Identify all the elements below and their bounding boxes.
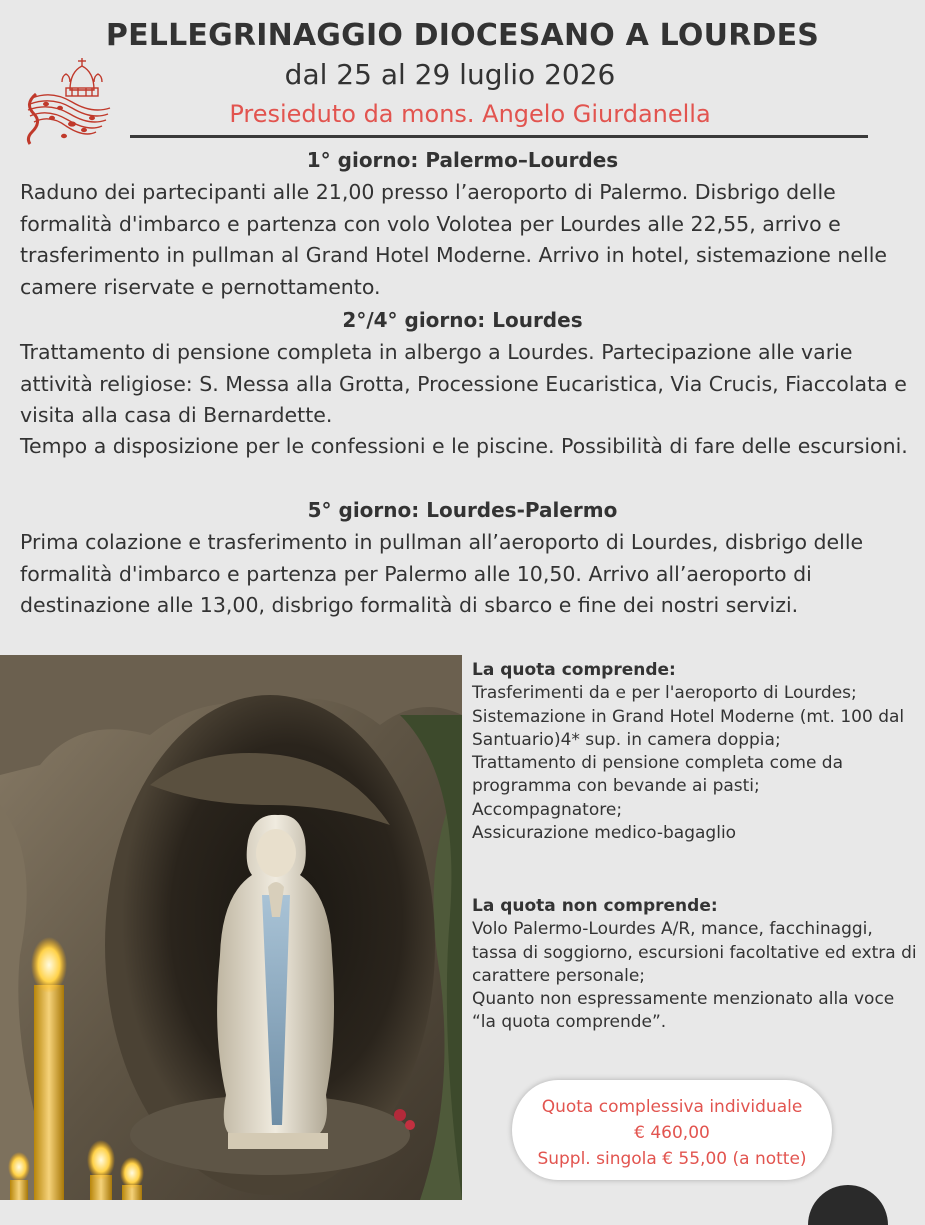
includes-item: Sistemazione in Grand Hotel Moderne (mt. 100 dal Santuario)4* sup. in camera doppia; [472, 706, 905, 750]
includes-item: Trasferimenti da e per l'aeroporto di Lourdes; [472, 683, 857, 704]
day-2-4-title: 2°/4° giorno: Lourdes [342, 308, 583, 332]
excludes-item: Volo Palermo-Lourdes A/R, mance, facchinaggi, tassa di soggiorno, escursioni facoltative ed extra di carattere personale; [472, 919, 917, 986]
includes-section [472, 659, 922, 845]
price-box [512, 1080, 832, 1180]
price-amount: € 460,00 [634, 1123, 710, 1143]
includes-item: Trattamento di pensione completa come da programma con bevande ai pasti; [472, 753, 844, 797]
header-divider [130, 135, 868, 138]
includes-item: Accompagnatore; [472, 799, 623, 820]
includes-heading: La quota comprende: [472, 660, 676, 680]
day-2-4-text-2: Tempo a disposizione per le confessioni e le piscine. Possibilità di fare delle escursioni. [20, 434, 908, 458]
excludes-heading: La quota non comprende: [472, 896, 718, 916]
grotto-madonna-photo [0, 655, 462, 1200]
presider-line: Presieduto da mons. Angelo Giurdanella [229, 100, 711, 128]
day-5-text: Prima colazione e trasferimento in pullman all’aeroporto di Lourdes, disbrigo delle formalità d'imbarco e partenza per Palermo alle 10,50. Arrivo all’aeroporto di destinazione alle 13,00, disbrigo formalità di sbarco e fine dei nostri servizi. [20, 530, 864, 617]
price-label: Quota complessiva individuale [541, 1097, 803, 1117]
excludes-item: Quanto non espressamente menzionato alla voce “la quota comprende”. [472, 989, 895, 1033]
trip-dates: dal 25 al 29 luglio 2026 [284, 58, 616, 91]
day-1-text: Raduno dei partecipanti alle 21,00 presso l’aeroporto di Palermo. Disbrigo delle formalità d'imbarco e partenza con volo Volotea per Lourdes alle 22,55, arrivo e trasferimento in pullman al Grand Hotel Moderne. Arrivo in hotel, sistemazione nelle camere riservate e pernottamento. [20, 180, 888, 299]
diocese-logo-icon [22, 52, 114, 150]
excludes-section [472, 895, 922, 1035]
day-2-4-text: Trattamento di pensione completa in albergo a Lourdes. Partecipazione alle varie attività religiose: S. Messa alla Grotta, Processione Eucaristica, Via Crucis, Fiaccolata e visita alla casa di Bernardette. [20, 340, 907, 427]
page-title: PELLEGRINAGGIO DIOCESANO A LOURDES [105, 18, 820, 53]
single-supplement: Suppl. singola € 55,00 (a notte) [537, 1149, 807, 1169]
day-1-title: 1° giorno: Palermo–Lourdes [306, 148, 619, 172]
day-5-title: 5° giorno: Lourdes-Palermo [307, 498, 618, 522]
includes-item: Assicurazione medico-bagaglio [472, 823, 737, 844]
corner-shape [808, 1185, 888, 1225]
